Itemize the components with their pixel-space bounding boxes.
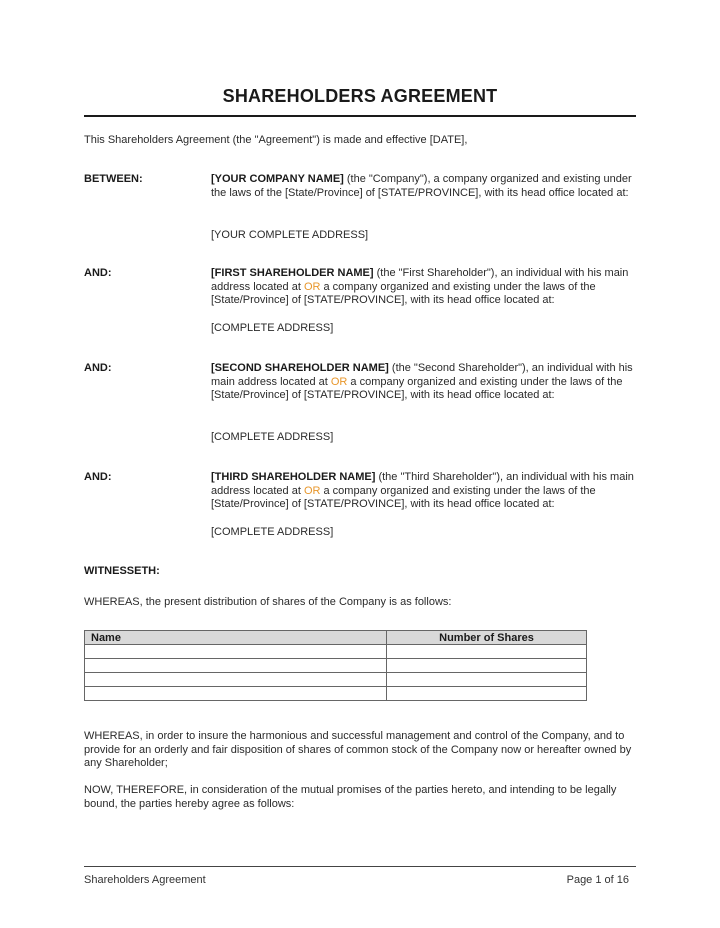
table-cell-name <box>85 659 387 673</box>
party-description <box>211 471 636 512</box>
table-header-row <box>85 631 587 645</box>
table-row <box>85 645 587 659</box>
whereas-distribution: WHEREAS, the present distribution of shares of the Company is as follows: <box>84 596 452 608</box>
or-highlight: OR <box>303 280 321 293</box>
table-cell-shares <box>387 659 587 673</box>
party-text: (the "Second Shareholder"), an individual with his main address located at <box>211 362 633 388</box>
footer-document-name: Shareholders Agreement <box>84 874 206 886</box>
table-cell-shares <box>387 687 587 701</box>
intro-paragraph: This Shareholders Agreement (the "Agreement") is made and effective [DATE], <box>84 134 468 146</box>
now-therefore-paragraph: NOW, THEREFORE, in consideration of the mutual promises of the parties hereto, and intending to be legally bound, the parties hereby agree as follows: <box>84 784 617 810</box>
party-label: AND: <box>84 362 112 374</box>
party-name: [FIRST SHAREHOLDER NAME] <box>211 267 374 279</box>
column-header-name: Name <box>85 631 387 645</box>
footer-rule <box>84 866 636 867</box>
party-text-continued: a company organized and existing under the laws of the [State/Province] of [STATE/PROVINCE], with its head office located at: <box>211 484 596 510</box>
party-text-continued: a company organized and existing under the laws of the [State/Province] of [STATE/PROVINCE], with its head office located at: <box>211 280 596 306</box>
table-row <box>85 673 587 687</box>
whereas-management-paragraph: WHEREAS, in order to insure the harmonious and successful management and control of the Company, and to provide for an orderly and fair disposition of shares of common stock of the Company now or hereafter owned by any Shareholder; <box>84 730 632 769</box>
party-text: (the "Company"), a company organized and existing under the laws of the [State/Province] of [STATE/PROVINCE], with its head office located at: <box>211 173 632 199</box>
table-cell-name <box>85 673 387 687</box>
title-rule <box>84 115 636 117</box>
party-address: [COMPLETE ADDRESS] <box>211 322 334 334</box>
column-header-number-of-shares: Number of Shares <box>387 631 587 645</box>
party-name: [THIRD SHAREHOLDER NAME] <box>211 471 376 483</box>
footer-page-number: Page 1 of 16 <box>566 874 629 886</box>
or-highlight: OR <box>303 484 321 497</box>
party-text: (the "First Shareholder"), an individual with his main address located at <box>211 267 629 293</box>
party-description <box>211 173 636 200</box>
party-name: [SECOND SHAREHOLDER NAME] <box>211 362 389 374</box>
party-description <box>211 267 636 308</box>
or-highlight: OR <box>330 375 348 388</box>
witnesseth-heading: WITNESSETH: <box>84 565 160 577</box>
table-row <box>85 659 587 673</box>
table-cell-name <box>85 687 387 701</box>
party-label: BETWEEN: <box>84 173 143 185</box>
party-label: AND: <box>84 267 112 279</box>
shares-distribution-table <box>84 630 587 701</box>
table-cell-shares <box>387 645 587 659</box>
party-label: AND: <box>84 471 112 483</box>
table-cell-shares <box>387 673 587 687</box>
party-address: [COMPLETE ADDRESS] <box>211 526 334 538</box>
party-name: [YOUR COMPANY NAME] <box>211 173 344 185</box>
party-address: [YOUR COMPLETE ADDRESS] <box>211 229 369 241</box>
party-text-continued: a company organized and existing under the laws of the [State/Province] of [STATE/PROVINCE], with its head office located at: <box>211 375 623 401</box>
document-title: SHAREHOLDERS AGREEMENT <box>222 86 498 106</box>
table-row <box>85 687 587 701</box>
party-address: [COMPLETE ADDRESS] <box>211 431 334 443</box>
table-cell-name <box>85 645 387 659</box>
party-description <box>211 362 636 403</box>
party-text: (the "Third Shareholder"), an individual with his main address located at <box>211 471 634 497</box>
